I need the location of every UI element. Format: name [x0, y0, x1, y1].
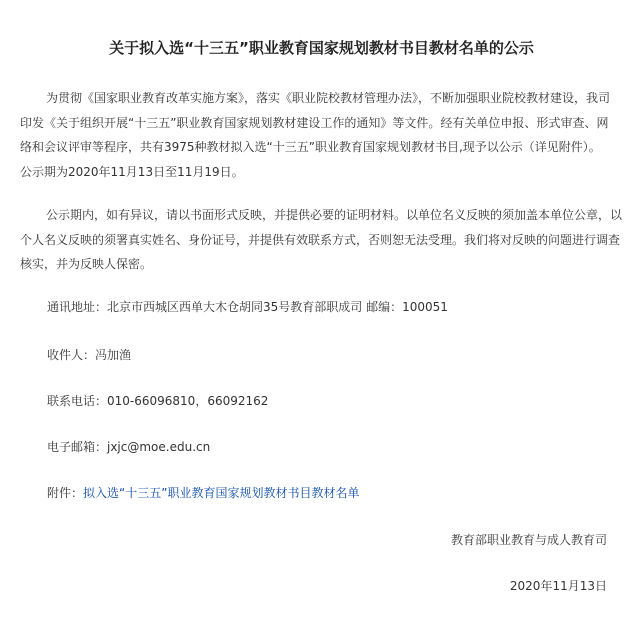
signature-date: 2020年11月13日	[509, 579, 607, 593]
signature-org: 教育部职业教育与成人教育司	[450, 533, 607, 547]
paragraph-line: 公示期为2020年11月13日至11月19日。	[20, 164, 244, 179]
attachment-link[interactable]: 拟入选“十三五”职业教育国家规划教材书目教材名单	[83, 486, 360, 500]
contact-address: 通讯地址：北京市西城区西单大木仓胡同35号教育部职成司 邮编：100051	[47, 300, 448, 314]
notice-paragraph-2	[20, 203, 623, 277]
contact-phone: 联系电话：010-66096810，66092162	[47, 394, 269, 408]
paragraph-line: 核实，并为反映人保密。	[20, 257, 153, 271]
paragraph-line: 公示期内，如有异议，请以书面形式反映，并提供必要的证明材料。以单位名义反映的须加盖本单位公章，以	[46, 208, 623, 222]
notice-paragraph-1	[20, 86, 620, 184]
paragraph-line: 印发《关于组织开展“十三五”职业教育国家规划教材建设工作的通知》等文件。经有关单位申报、形式审查、网	[20, 115, 609, 130]
paragraph-line: 个人名义反映的须署真实姓名、身份证号，并提供有效联系方式，否则恕无法受理。我们将对反映的问题进行调查	[20, 232, 621, 247]
page-title: 关于拟入选“十三五”职业教育国家规划教材书目教材名单的公示	[109, 39, 534, 57]
attachment-row	[47, 484, 359, 502]
contact-email: 电子邮箱：jxjc@moe.edu.cn	[47, 440, 211, 454]
paragraph-line: 络和会议评审等程序，共有3975种教材拟入选“十三五”职业教育国家规划教材书目,现予以公示（详见附件）。	[20, 140, 601, 154]
contact-recipient: 收件人：冯加渔	[47, 348, 132, 362]
attachment-label: 附件：	[47, 486, 84, 500]
paragraph-line: 为贯彻《国家职业教育改革实施方案》，落实《职业院校教材管理办法》，不断加强职业院校教材建设，我司	[46, 91, 611, 105]
